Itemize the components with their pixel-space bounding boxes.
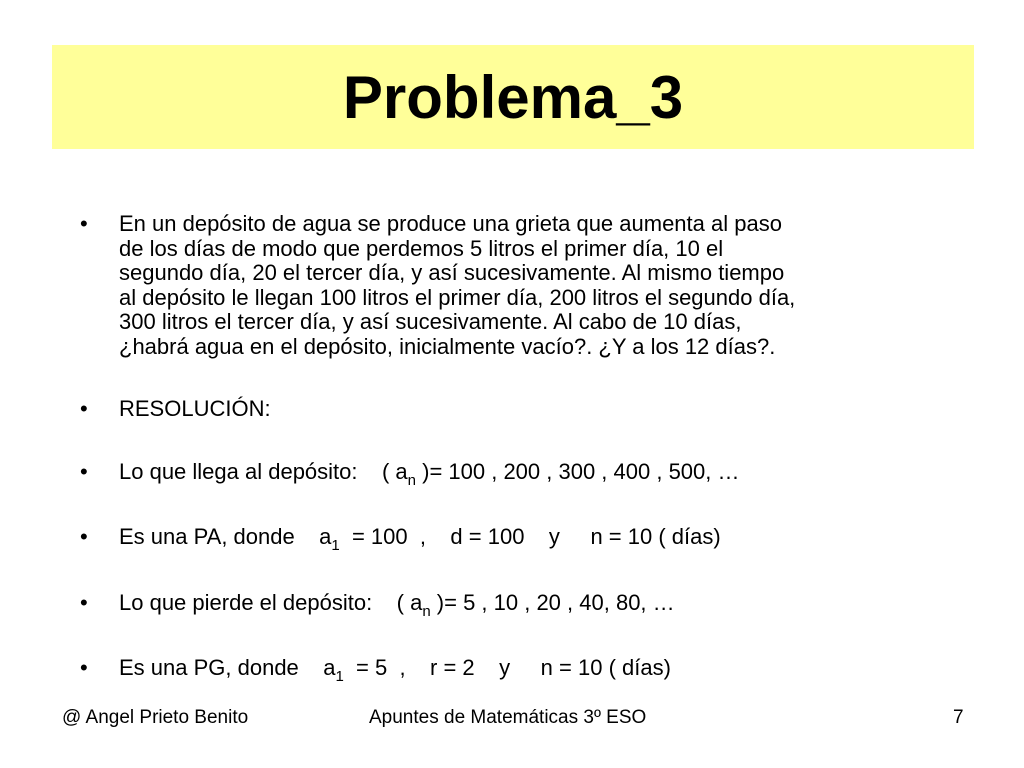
bullet-icon: •: [80, 655, 88, 680]
incoming-label: Lo que llega al depósito: ( a: [119, 458, 408, 484]
incoming-terms: )= 100 , 200 , 300 , 400 , 500, …: [416, 458, 740, 484]
problem-line: En un depósito de agua se produce una grieta que aumenta al paso: [119, 211, 782, 236]
bullet-icon: •: [80, 524, 88, 549]
outgoing-terms: )= 5 , 10 , 20 , 40, 80, …: [430, 589, 675, 615]
pg-values: = 5 , r = 2 y n = 10 ( días): [343, 655, 671, 680]
footer-author: @ Angel Prieto Benito: [62, 707, 249, 728]
incoming-sequence: [76, 460, 936, 488]
problem-line: al depósito le llegan 100 litros el primer día, 200 litros el segundo día,: [119, 284, 796, 310]
outgoing-label: Lo que pierde el depósito: ( a: [119, 589, 423, 615]
bullet-icon: •: [80, 211, 88, 236]
footer-course: Apuntes de Matemáticas 3º ESO: [369, 707, 647, 728]
resolution-heading: [76, 397, 936, 422]
problem-statement: [76, 212, 936, 359]
outgoing-subscript: n: [422, 602, 431, 620]
title-banner: [52, 45, 974, 149]
problem-line: ¿habrá agua en el depósito, inicialmente vacío?. ¿Y a los 12 días?.: [119, 333, 776, 359]
problem-line: segundo día, 20 el tercer día, y así sucesivamente. Al mismo tiempo: [119, 260, 785, 285]
resolution-label: RESOLUCIÓN:: [119, 396, 271, 421]
bullet-list: [76, 212, 936, 684]
pg-subscript: 1: [335, 668, 344, 685]
pa-label: Es una PA, donde a: [119, 524, 332, 549]
pg-label: Es una PG, donde a: [119, 655, 336, 680]
incoming-subscript: n: [407, 471, 416, 489]
pa-values: = 100 , d = 100 y n = 10 ( días): [339, 524, 721, 549]
problem-line: 300 litros el tercer día, y así sucesivamente. Al cabo de 10 días,: [119, 309, 742, 334]
pa-subscript: 1: [331, 537, 340, 554]
bullet-icon: •: [80, 396, 88, 421]
geometric-progression: [76, 656, 936, 684]
footer-page-number: 7: [953, 707, 964, 728]
outgoing-sequence: [76, 591, 936, 619]
slide-content: [76, 212, 936, 684]
slide-title: Problema_3: [342, 63, 684, 131]
arithmetic-progression: [76, 525, 936, 553]
bullet-icon: •: [80, 589, 88, 615]
bullet-icon: •: [80, 458, 88, 484]
problem-line: de los días de modo que perdemos 5 litros el primer día, 10 el: [119, 235, 724, 261]
